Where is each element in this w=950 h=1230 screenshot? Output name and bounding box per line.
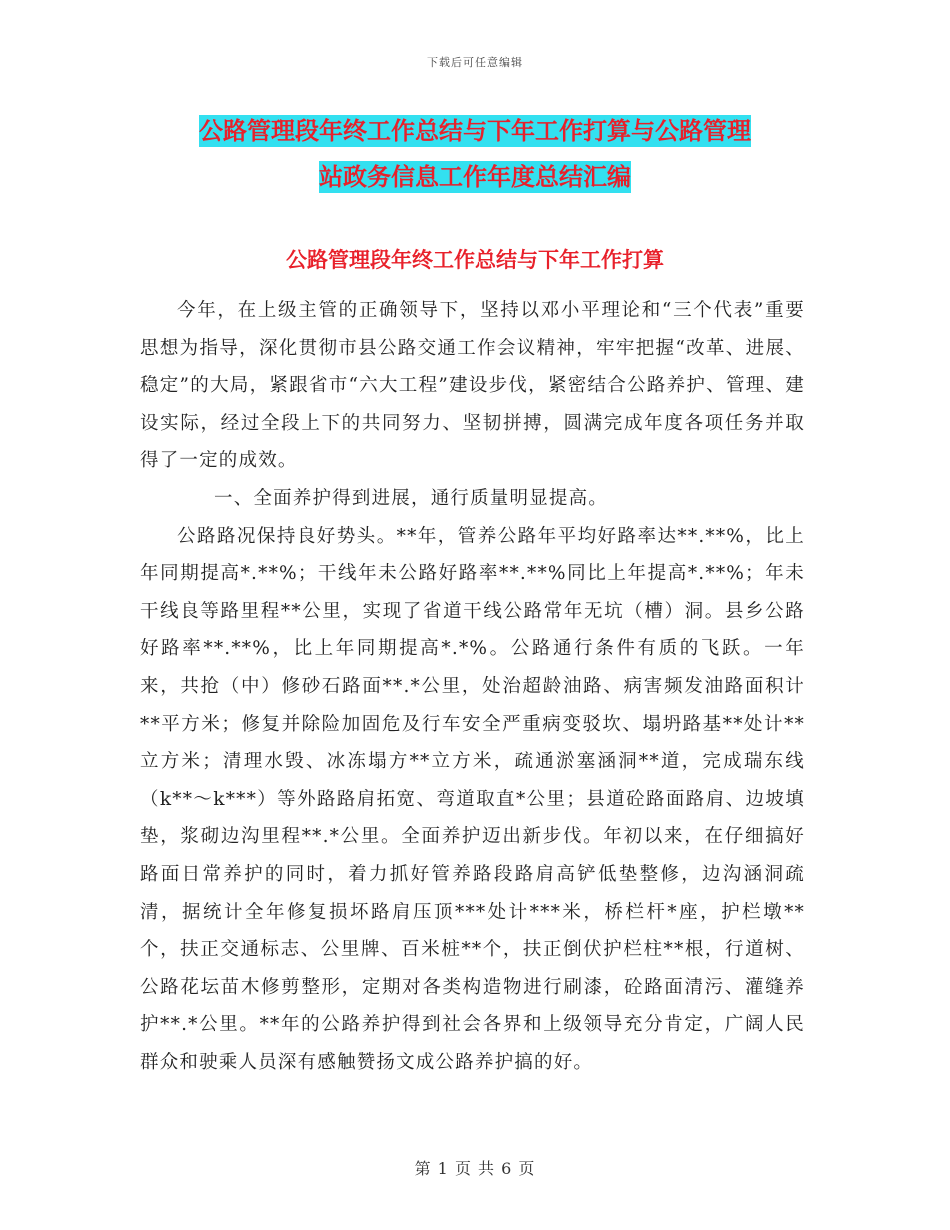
body-subheading-1: 一、全面养护得到进展，通行质量明显提高。: [214, 487, 609, 509]
body-paragraph-maintenance: 公路路况保持良好势头。**年，管养公路年平均好路率达**.**%，比上年同期提高*.**%；干线年未公路好路率**.**%同比上年提高*.**%；年未干线良等路里程**公里，实现了省道干线公路常年无坑（槽）洞。县乡公路好路率**.**%，比上年同期提高*.*%。公路通行条件有质的飞跃。一年来，共抢（中）修砂石路面**.*公里，处治超龄油路、病害频发油路面积计**平方米；修复并除险加固危及行车安全严重病变驳坎、塌坍路基**处计**立方米；清理水毁、冰冻塌方**立方米，疏通淤塞涵洞**道，完成瑞东线（k**～k***）等外路路肩拓宽、弯道取直*公里；县道砼路面路肩、边坡填垫，浆砌边沟里程**.*公里。全面养护迈出新步伐。年初以来，在仔细搞好路面日常养护的同时，着力抓好管养路段路肩高铲低垫整修，边沟涵洞疏清，据统计全年修复损坏路肩压顶***处计***米，桥栏杆*座，护栏墩**个，扶正交通标志、公里牌、百米桩**个，扶正倒伏护栏柱**根，行道树、公路花坛苗木修剪整形，定期对各类构造物进行刷漆，砼路面清污、灌缝养护**.*公里。**年的公路养护得到社会各界和上级领导充分肯定，广阔人民群众和驶乘人员深有感触赞扬文成公路养护搞的好。: [140, 525, 805, 1073]
section-title: 公路管理段年终工作总结与下年工作打算: [286, 248, 664, 272]
document-title-line-2: 站政务信息工作年度总结汇编: [319, 163, 631, 191]
page-footer: 第 1 页 共 6 页: [414, 1159, 536, 1178]
page-header-note: 下载后可任意编辑: [427, 56, 523, 69]
document-title: [145, 108, 805, 200]
document-title-line-1: 公路管理段年终工作总结与下年工作打算与公路管理: [199, 117, 751, 145]
document-body: [140, 292, 805, 1081]
body-paragraph-intro: 今年，在上级主管的正确领导下，坚持以邓小平理论和“三个代表”重要思想为指导，深化贯彻市县公路交通工作会议精神，牢牢把握“改革、进展、稳定”的大局，紧跟省市“六大工程”建设步伐，紧密结合公路养护、管理、建设实际，经过全段上下的共同努力、坚韧拼搏，圆满完成年度各项任务并取得了一定的成效。: [140, 300, 805, 472]
